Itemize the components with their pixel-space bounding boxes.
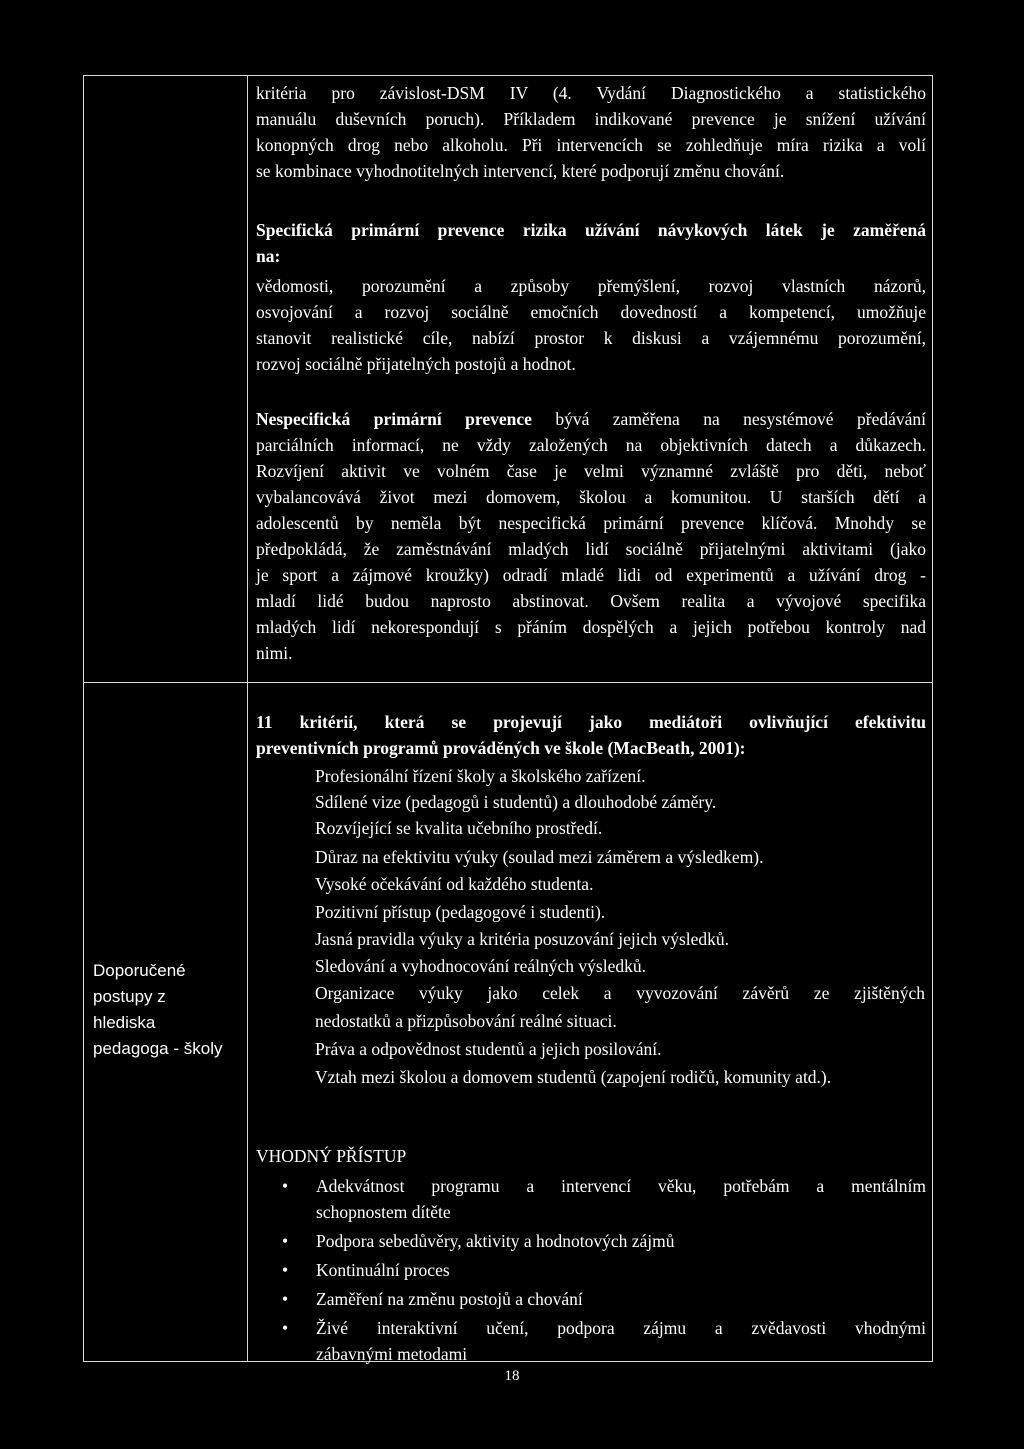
- approach-heading: VHODNÝ PŘÍSTUP: [256, 1146, 407, 1166]
- criteria-item: Rozvíjející se kvalita učebního prostředí.: [315, 818, 603, 838]
- approach-list: [256, 1173, 926, 1367]
- row-label-line: pedagoga - školy: [93, 1039, 223, 1058]
- list-item-text: zábavnými metodami: [316, 1344, 468, 1364]
- criteria-item: Profesionální řízení školy a školského zařízení.: [315, 766, 646, 786]
- text-line: mladých lidí nekorespondují s přáním dospělých a jejich potřebou kontroly nad: [256, 617, 926, 637]
- criteria-item: Organizace výuky jako celek a vyvozování závěrů ze zjištěných: [315, 983, 925, 1003]
- text-line: [256, 406, 926, 432]
- list-item: [256, 1286, 926, 1312]
- row-label-line: postupy z: [93, 987, 166, 1006]
- text-line: adolescentů by neměla být nespecifická primární prevence klíčová. Mnohdy se: [256, 513, 926, 533]
- column-divider: [247, 76, 248, 1361]
- criteria-item: Vztah mezi školou a domovem studentů (zapojení rodičů, komunity atd.).: [315, 1067, 832, 1087]
- list-item-text: Živé interaktivní učení, podpora zájmu a zvědavosti vhodnými: [316, 1318, 926, 1338]
- list-item-text: Podpora sebedůvěry, aktivity a hodnotových zájmů: [316, 1231, 675, 1251]
- intro-paragraph: [256, 80, 926, 184]
- text-line: je sport a zájmové kroužky) odradí mladé lidi od experimentů a užívání drog -: [256, 565, 926, 585]
- specific-prevention-heading-end: na:: [256, 246, 281, 266]
- text-line: předpokládá, že zaměstnávání mladých lidí sociálně přijatelnými aktivitami (jako: [256, 539, 926, 559]
- criteria-heading: [256, 709, 926, 761]
- list-item-text: schopnostem dítěte: [316, 1202, 451, 1222]
- criteria-item: Vysoké očekávání od každého studenta.: [315, 874, 594, 894]
- text-line: se kombinace vyhodnotitelných intervencí, které podporují změnu chování.: [256, 161, 785, 181]
- criteria-heading-line: preventivních programů prováděných ve škole (MacBeath, 2001):: [256, 738, 746, 758]
- bullet-icon: •: [282, 1318, 289, 1338]
- bullet-icon: •: [282, 1231, 289, 1251]
- text-line: nimi.: [256, 643, 293, 663]
- bullet-icon: •: [282, 1289, 289, 1309]
- row-label-line: Doporučené: [93, 961, 186, 980]
- nonspecific-prevention-paragraph: [256, 406, 926, 666]
- text-line: mladí lidé budou naprosto abstinovat. Ovšem realita a vývojové specifika: [256, 591, 926, 611]
- text-line: kritéria pro závislost-DSM IV (4. Vydání Diagnostického a statistického: [256, 83, 926, 103]
- text-line: konopných drog nebo alkoholu. Při intervencích se zohledňuje míra rizika a volí: [256, 135, 926, 155]
- text-line: osvojování a rozvoj sociálně emočních dovedností a kompetencí, umožňuje: [256, 302, 926, 322]
- nonspecific-prevention-term: Nespecifická primární prevence: [256, 409, 532, 429]
- list-item: [256, 1173, 926, 1225]
- list-item-text: Zaměření na změnu postojů a chování: [316, 1289, 583, 1309]
- text-line: manuálu duševních poruch). Příkladem indikované prevence je snížení užívání: [256, 109, 926, 129]
- criteria-item: Sdílené vize (pedagogů i studentů) a dlouhodobé záměry.: [315, 792, 717, 812]
- criteria-item: Jasná pravidla výuky a kritéria posuzování jejich výsledků.: [315, 929, 730, 949]
- text-line: parciálních informací, ne vždy založených na objektivních datech a důkazech.: [256, 435, 926, 455]
- row-divider: [84, 682, 932, 683]
- bullet-icon: •: [282, 1176, 289, 1196]
- criteria-item: Sledování a vyhodnocování reálných výsledků.: [315, 956, 646, 976]
- criteria-item: Důraz na efektivitu výuky (soulad mezi záměrem a výsledkem).: [315, 847, 764, 867]
- text-line: stanovit realistické cíle, nabízí prostor k diskusi a vzájemnému porozumění,: [256, 328, 926, 348]
- row-label: [93, 958, 243, 1062]
- criteria-item: Pozitivní přístup (pedagogové i studenti).: [315, 902, 606, 922]
- criteria-item: Práva a odpovědnost studentů a jejich posilování.: [315, 1039, 662, 1059]
- bullet-icon: •: [282, 1260, 289, 1280]
- text-span: bývá zaměřena na nesystémové předávání: [531, 409, 926, 429]
- text-line: Rozvíjení aktivit ve volném čase je velmi významné zvláště pro děti, neboť: [256, 461, 926, 481]
- list-item-text: Kontinuální proces: [316, 1260, 450, 1280]
- specific-prevention-heading: Specifická primární prevence rizika užívání návykových látek je zaměřená: [256, 220, 926, 240]
- list-item: [256, 1315, 926, 1367]
- row-label-line: hlediska: [93, 1013, 156, 1032]
- page-number: 18: [504, 1368, 520, 1384]
- text-line: vybalancovává život mezi domovem, školou a komunitou. U starších dětí a: [256, 487, 926, 507]
- list-item: [256, 1228, 926, 1254]
- text-line: rozvoj sociálně přijatelných postojů a hodnot.: [256, 354, 576, 374]
- criteria-heading-line: 11 kritérií, která se projevují jako mediátoři ovlivňující efektivitu: [256, 712, 926, 732]
- list-item-text: Adekvátnost programu a intervencí věku, potřebám a mentálním: [316, 1176, 926, 1196]
- list-item: [256, 1257, 926, 1283]
- specific-prevention-paragraph: [256, 217, 926, 377]
- criteria-item-continuation: nedostatků a přizpůsobování reálné situaci.: [315, 1011, 617, 1031]
- text-line: vědomosti, porozumění a způsoby přemýšlení, rozvoj vlastních názorů,: [256, 276, 926, 296]
